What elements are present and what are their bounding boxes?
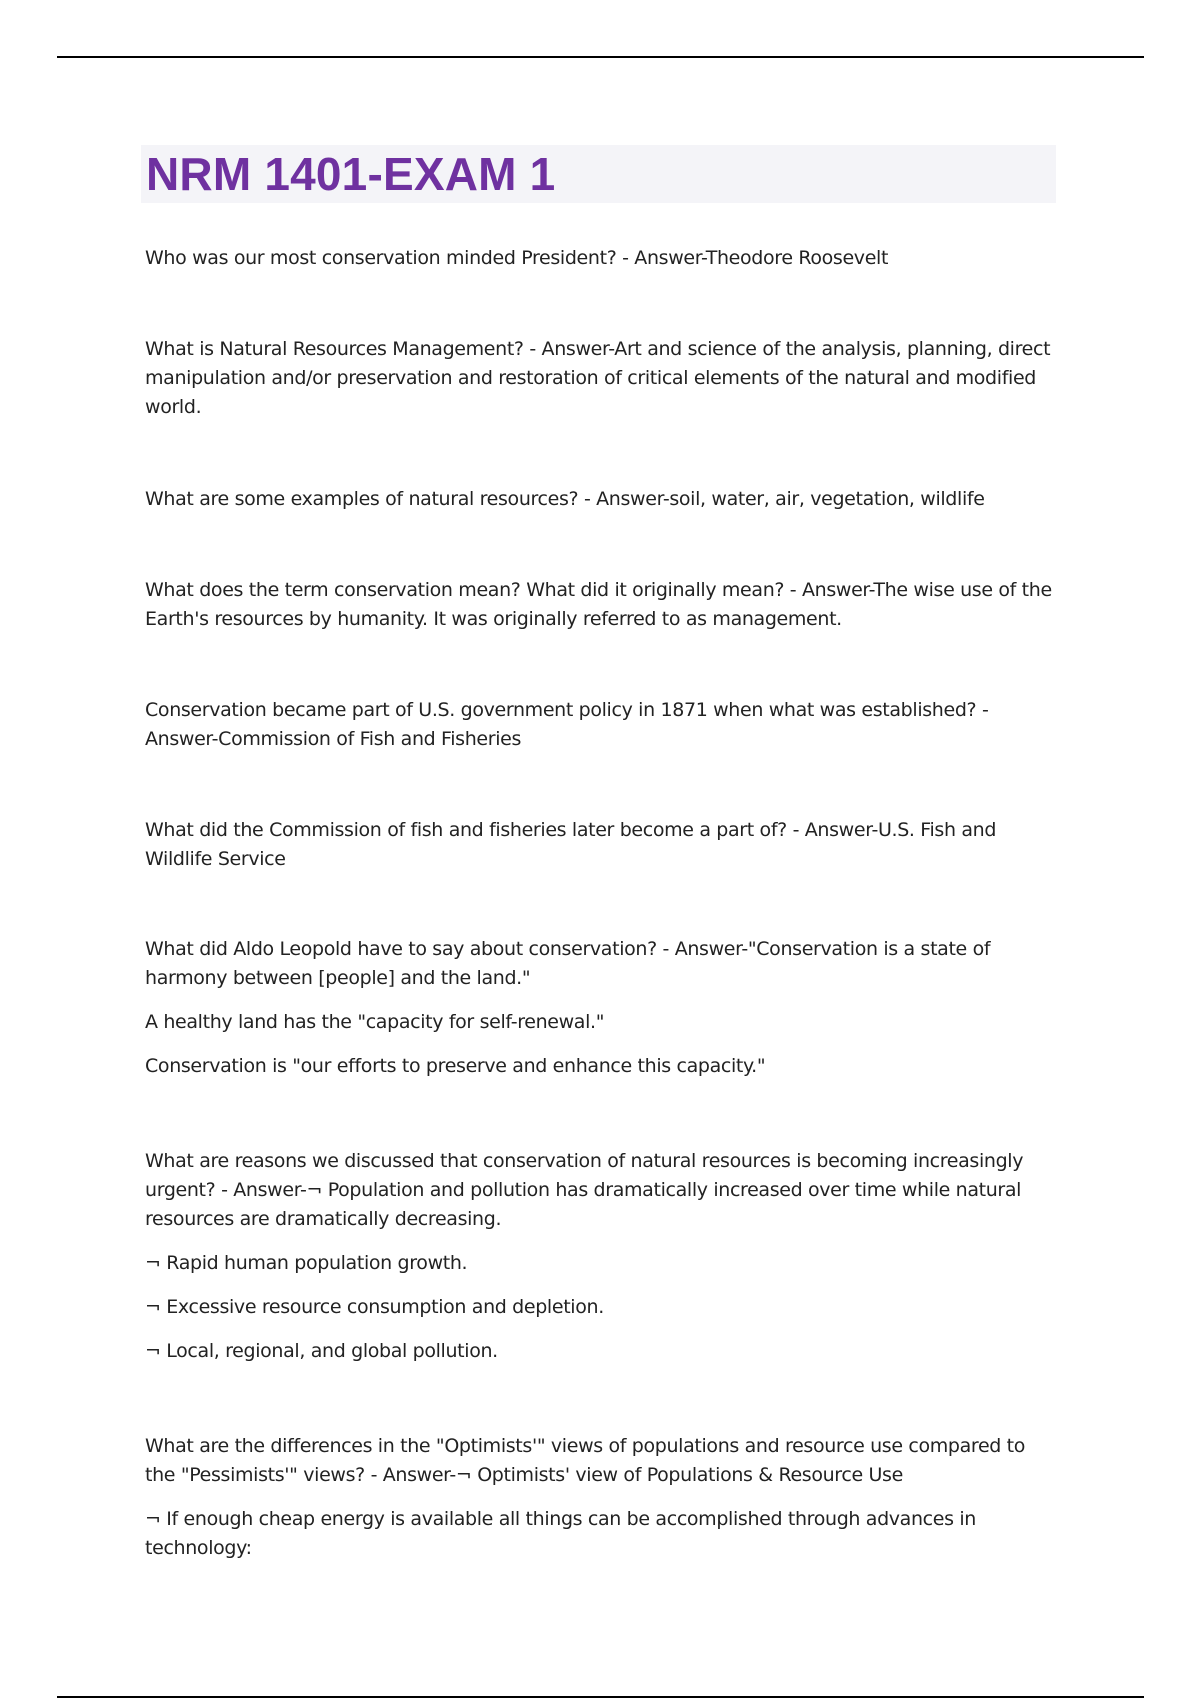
qa-text: What are some examples of natural resources? - Answer-soil, water, air, vegetation, wildlife [145,488,985,510]
qa-text: What is Natural Resources Management? - Answer-Art and science of the analysis, planning, direct manipulation and/or preservation and restoration of critical elements of the natural and modified world. [145,338,1051,418]
qa-continuation: ¬ Local, regional, and global pollution. [145,1340,498,1362]
qa-continuation: Conservation is "our efforts to preserve and enhance this capacity." [145,1055,766,1077]
qa-text: What does the term conservation mean? What did it originally mean? - Answer-The wise use of the Earth's resources by humanity. It was originally referred to as management. [145,579,1052,630]
qa-continuation: A healthy land has the "capacity for self-renewal." [145,1011,605,1033]
qa-item [145,1432,1057,1563]
qa-continuation: ¬ If enough cheap energy is available all things can be accomplished through advances in technology: [145,1508,976,1559]
document-title: NRM 1401-EXAM 1 [146,148,556,200]
qa-text: Who was our most conservation minded President? - Answer-Theodore Roosevelt [145,247,889,269]
qa-text: What did Aldo Leopold have to say about conservation? - Answer-"Conservation is a state of harmony between [people] and the land." [145,938,991,989]
qa-text: What did the Commission of fish and fisheries later become a part of? - Answer-U.S. Fish and Wildlife Service [145,819,997,870]
qa-text: What are the differences in the "Optimists'" views of populations and resource use compared to the "Pessimists'" views? - Answer-¬ Optimists' view of Populations & Resource Use [145,1435,1026,1486]
qa-text: Conservation became part of U.S. government policy in 1871 when what was established? - Answer-Commission of Fish and Fisheries [145,699,989,750]
top-rule [57,56,1144,58]
qa-item [145,335,1057,422]
qa-item [145,935,1057,1081]
qa-continuation: ¬ Rapid human population growth. [145,1252,468,1274]
qa-item [145,244,1057,273]
qa-item [145,1147,1057,1366]
qa-continuation: ¬ Excessive resource consumption and depletion. [145,1296,604,1318]
qa-item [145,485,1057,514]
bottom-rule [57,1696,1144,1698]
qa-text: What are reasons we discussed that conservation of natural resources is becoming increasingly urgent? - Answer-¬ Population and pollution has dramatically increased over time while natural resources are dramatically decreasing. [145,1150,1024,1230]
qa-item [145,816,1057,874]
qa-item [145,576,1057,634]
qa-item [145,696,1057,754]
